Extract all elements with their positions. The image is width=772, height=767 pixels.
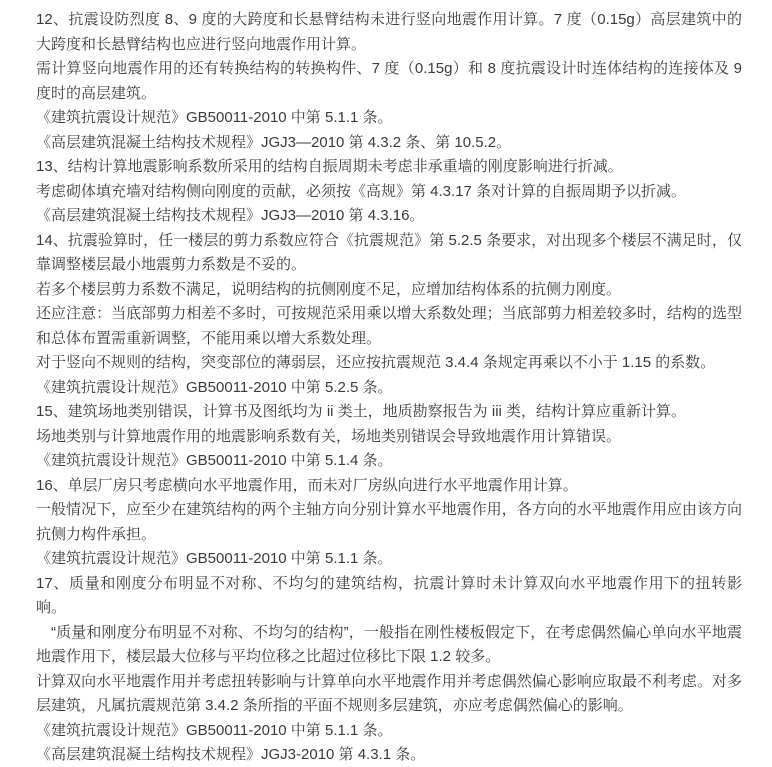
paragraph: 13、结构计算地震影响系数所采用的结构自振周期未考虑非承重墙的刚度影响进行折减。: [36, 158, 623, 175]
paragraph: 17、质量和刚度分布明显不对称、不均匀的建筑结构，抗震计算时未计算双向水平地震作用下的扭转影响。: [36, 574, 742, 616]
paragraph: 《高层建筑混凝土结构技术规程》JGJ3—2010 第 4.3.2 条、第 10.5.2。: [36, 133, 512, 151]
paragraph: 考虑砌体填充墙对结构侧向刚度的贡献，必须按《高规》第 4.3.17 条对计算的自振周期予以折减。: [36, 182, 687, 200]
paragraph: 《高层建筑混凝土结构技术规程》JGJ3—2010 第 4.3.16。: [36, 207, 425, 224]
paragraph: 对于竖向不规则的结构，突变部位的薄弱层，还应按抗震规范 3.4.4 条规定再乘以不小于 1.15 的系数。: [36, 354, 716, 371]
paragraph: 16、单层厂房只考虑横向水平地震作用，而未对厂房纵向进行水平地震作用计算。: [36, 476, 578, 494]
paragraph: 15、建筑场地类别错误，计算书及图纸均为 ii 类土，地质勘察报告为 iii 类，结构计算应重新计算。: [36, 403, 687, 420]
paragraph: 场地类别与计算地震作用的地震影响系数有关，场地类别错误会导致地震作用计算错误。: [36, 427, 622, 445]
paragraph: 《建筑抗震设计规范》GB50011-2010 中第 5.1.4 条。: [36, 452, 393, 469]
paragraph: 计算双向水平地震作用并考虑扭转影响与计算单向水平地震作用并考虑偶然偏心影响应取最不利考虑。对多层建筑，凡属抗震规范第 3.4.2 条所指的平面不规则多层建筑，亦应考虑偶然偏心的影响。: [36, 672, 742, 714]
paragraph: 《建筑抗震设计规范》GB50011-2010 中第 5.2.5 条。: [36, 378, 393, 396]
paragraph: 《高层建筑混凝土结构技术规程》JGJ3-2010 第 4.3.1 条。: [36, 746, 426, 763]
paragraph: 《建筑抗震设计规范》GB50011-2010 中第 5.1.1 条。: [36, 550, 393, 567]
paragraph: 一般情况下，应至少在建筑结构的两个主轴方向分别计算水平地震作用，各方向的水平地震作用应由该方向抗侧力构件承担。: [36, 501, 742, 543]
paragraph: 《建筑抗震设计规范》GB50011-2010 中第 5.1.1 条。: [36, 721, 393, 739]
paragraph: 14、抗震验算时，任一楼层的剪力系数应符合《抗震规范》第 5.2.5 条要求，对出现多个楼层不满足时，仅靠调整楼层最小地震剪力系数是不妥的。: [36, 231, 742, 273]
paragraph: “质量和刚度分布明显不对称、不均匀的结构”，一般指在刚性楼板假定下，在考虑偶然偏心单向水平地震地震作用下，楼层最大位移与平均位移之比超过位移比下限 1.2 较多。: [36, 623, 742, 665]
paragraph: 还应注意：当底部剪力相差不多时，可按规范采用乘以增大系数处理；当底部剪力相差较多时，结构的选型和总体布置需重新调整，不能用乘以增大系数处理。: [36, 305, 742, 347]
paragraph: 若多个楼层剪力系数不满足，说明结构的抗侧刚度不足，应增加结构体系的抗侧力刚度。: [36, 280, 622, 298]
paragraph: 需计算竖向地震作用的还有转换结构的转换构件、7 度（0.15g）和 8 度抗震设计时连体结构的连接体及 9 度时的高层建筑。: [36, 60, 742, 102]
paragraph: 12、抗震设防烈度 8、9 度的大跨度和长悬臂结构未进行竖向地震作用计算。7 度（0.15g）高层建筑中的大跨度和长悬臂结构也应进行竖向地震作用计算。: [36, 11, 742, 53]
paragraph: 《建筑抗震设计规范》GB50011-2010 中第 5.1.1 条。: [36, 109, 393, 126]
